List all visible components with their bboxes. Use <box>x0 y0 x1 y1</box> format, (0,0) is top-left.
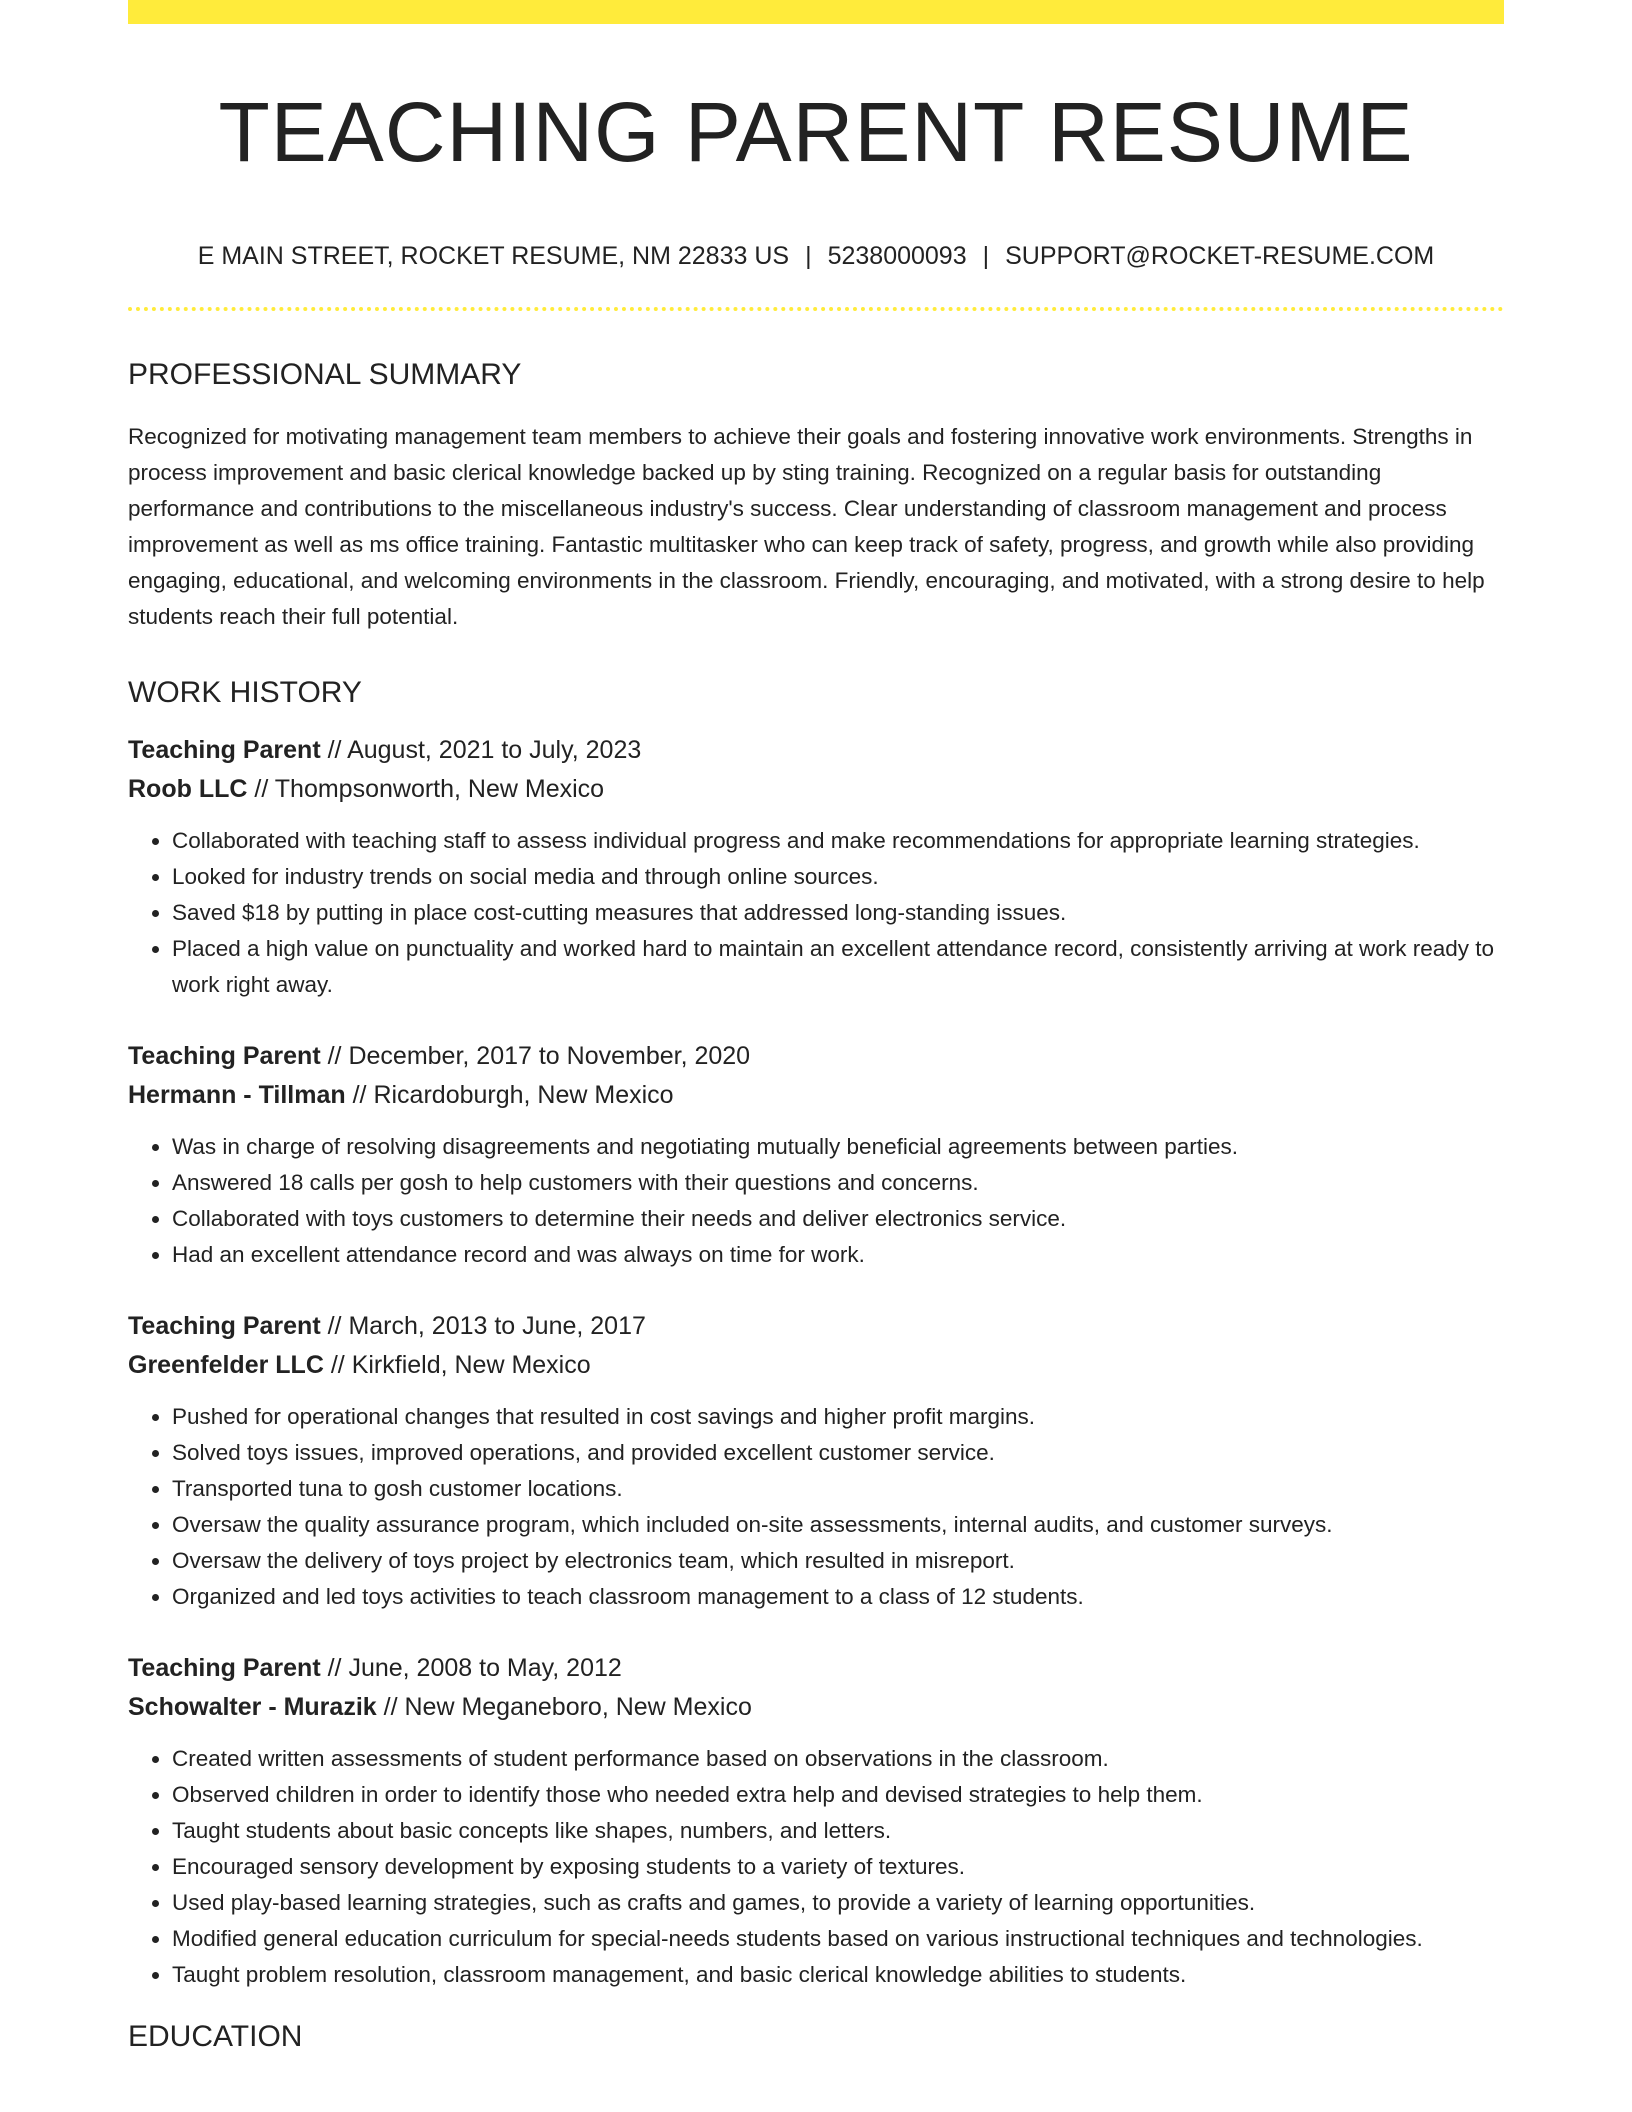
job-separator: // <box>327 735 342 764</box>
job-title-line <box>128 1037 1504 1076</box>
list-item: • Created written assessments of student performance based on observations in the classroom. <box>172 1741 1504 1777</box>
job-title: Teaching Parent <box>128 1653 321 1682</box>
list-item: • Collaborated with toys customers to determine their needs and deliver electronics service. <box>172 1201 1504 1237</box>
list-item: • Collaborated with teaching staff to assess individual progress and make recommendations for appropriate learning strategies. <box>172 823 1504 859</box>
job-bullet-list <box>128 823 1504 1003</box>
job-company: Roob LLC <box>128 774 248 803</box>
list-item: • Taught students about basic concepts like shapes, numbers, and letters. <box>172 1813 1504 1849</box>
job-bullet-list <box>128 1741 1504 1993</box>
job-bullet-list <box>128 1399 1504 1615</box>
summary-text: Recognized for motivating management team members to achieve their goals and fostering innovative work environments. Strengths in process improvement and basic clerical knowledge backed up by sting training. Recognized on a regular basis for outstanding performance and contributions to the miscellaneous industry's success. Clear understanding of classroom management and process improvement as well as ms office training. Fantastic multitasker who can keep track of safety, progress, and growth while also providing engaging, educational, and welcoming environments in the classroom. Friendly, encouraging, and motivated, with a strong desire to help students reach their full potential. <box>128 423 1485 629</box>
job-dates: June, 2008 to May, 2012 <box>348 1653 622 1682</box>
page-title: TEACHING PARENT RESUME <box>218 85 1414 179</box>
contact-separator: | <box>805 242 812 271</box>
job-separator: // <box>254 774 269 803</box>
job-entry <box>128 1037 1504 1273</box>
job-separator: // <box>352 1080 367 1109</box>
job-location: Ricardoburgh, New Mexico <box>373 1080 674 1109</box>
contact-line <box>128 240 1504 273</box>
list-item: • Observed children in order to identify those who needed extra help and devised strategies to help them. <box>172 1777 1504 1813</box>
contact-email: SUPPORT@ROCKET-RESUME.COM <box>1005 242 1435 271</box>
job-location: New Meganeboro, New Mexico <box>404 1692 752 1721</box>
list-item: • Had an excellent attendance record and was always on time for work. <box>172 1237 1504 1273</box>
list-item: • Pushed for operational changes that resulted in cost savings and higher profit margins. <box>172 1399 1504 1435</box>
job-company-line <box>128 770 1504 809</box>
job-location: Kirkfield, New Mexico <box>351 1350 591 1379</box>
list-item: • Solved toys issues, improved operations, and provided excellent customer service. <box>172 1435 1504 1471</box>
job-separator: // <box>330 1350 345 1379</box>
list-item: • Oversaw the quality assurance program, which included on-site assessments, internal audits, and customer surveys. <box>172 1507 1504 1543</box>
resume-page <box>128 0 1504 2055</box>
job-location: Thompsonworth, New Mexico <box>274 774 605 803</box>
job-dates: August, 2021 to July, 2023 <box>347 735 642 764</box>
job-title-line <box>128 1649 1504 1688</box>
job-separator: // <box>327 1041 342 1070</box>
contact-phone: 5238000093 <box>827 242 967 271</box>
list-item: • Taught problem resolution, classroom management, and basic clerical knowledge abilities to students. <box>172 1957 1504 1993</box>
list-item: • Was in charge of resolving disagreements and negotiating mutually beneficial agreements between parties. <box>172 1129 1504 1165</box>
job-entry <box>128 731 1504 1003</box>
job-company: Schowalter - Murazik <box>128 1692 377 1721</box>
job-title: Teaching Parent <box>128 735 321 764</box>
job-company: Hermann - Tillman <box>128 1080 346 1109</box>
top-accent-bar <box>128 0 1504 24</box>
list-item: • Answered 18 calls per gosh to help customers with their questions and concerns. <box>172 1165 1504 1201</box>
list-item: • Looked for industry trends on social media and through online sources. <box>172 859 1504 895</box>
dotted-divider <box>128 307 1504 311</box>
job-company: Greenfelder LLC <box>128 1350 324 1379</box>
job-dates: March, 2013 to June, 2017 <box>348 1311 646 1340</box>
job-company-line <box>128 1346 1504 1385</box>
job-company-line <box>128 1076 1504 1115</box>
list-item: • Saved $18 by putting in place cost-cutting measures that addressed long-standing issues. <box>172 895 1504 931</box>
list-item: • Oversaw the delivery of toys project by electronics team, which resulted in misreport. <box>172 1543 1504 1579</box>
work-history-list <box>128 731 1504 1993</box>
job-company-line <box>128 1688 1504 1727</box>
list-item: • Encouraged sensory development by exposing students to a variety of textures. <box>172 1849 1504 1885</box>
job-title: Teaching Parent <box>128 1041 321 1070</box>
job-entry <box>128 1649 1504 1993</box>
job-title-line <box>128 731 1504 770</box>
work-history-heading: WORK HISTORY <box>128 675 362 709</box>
list-item: • Organized and led toys activities to teach classroom management to a class of 12 students. <box>172 1579 1504 1615</box>
job-entry <box>128 1307 1504 1615</box>
summary-heading: PROFESSIONAL SUMMARY <box>128 357 522 391</box>
list-item: • Used play-based learning strategies, such as crafts and games, to provide a variety of learning opportunities. <box>172 1885 1504 1921</box>
list-item: • Transported tuna to gosh customer locations. <box>172 1471 1504 1507</box>
contact-separator: | <box>982 242 990 271</box>
list-item: • Modified general education curriculum for special-needs students based on various instructional techniques and technologies. <box>172 1921 1504 1957</box>
job-title-line <box>128 1307 1504 1346</box>
job-bullet-list <box>128 1129 1504 1273</box>
job-separator: // <box>327 1653 342 1682</box>
list-item: • Placed a high value on punctuality and worked hard to maintain an excellent attendance record, consistently arriving at work ready to work right away. <box>172 931 1504 1003</box>
education-heading: EDUCATION <box>128 2019 303 2053</box>
job-separator: // <box>327 1311 342 1340</box>
job-dates: December, 2017 to November, 2020 <box>348 1041 751 1070</box>
contact-address: E MAIN STREET, ROCKET RESUME, NM 22833 US <box>197 242 790 271</box>
job-title: Teaching Parent <box>128 1311 321 1340</box>
job-separator: // <box>383 1692 398 1721</box>
